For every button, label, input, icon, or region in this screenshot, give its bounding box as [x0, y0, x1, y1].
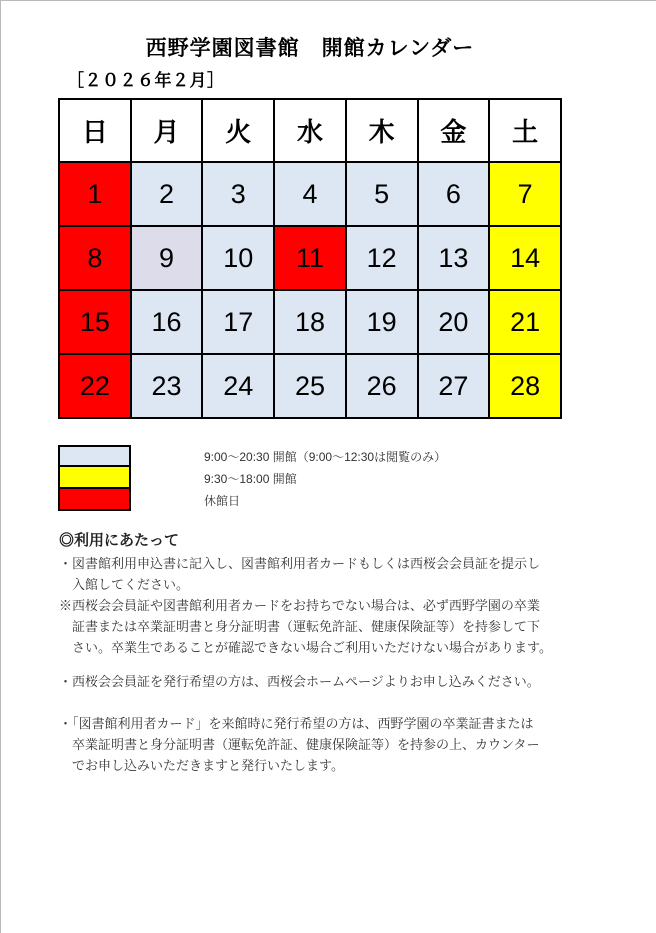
calendar-week-row	[59, 226, 561, 290]
legend-label-open_short: 9:30～18:00 開館	[204, 471, 297, 486]
notes-section	[59, 529, 619, 776]
calendar-day-28: 28	[489, 354, 561, 418]
legend-row-open_short	[58, 467, 446, 489]
note-paragraph-3	[59, 671, 619, 692]
note-paragraph-4	[59, 713, 619, 776]
legend-swatch-closed	[58, 489, 131, 511]
weekday-row	[59, 99, 561, 162]
calendar-day-19: 19	[346, 290, 418, 354]
calendar-day-7: 7	[489, 162, 561, 226]
calendar-week-row	[59, 354, 561, 418]
calendar-week-row	[59, 162, 561, 226]
legend-swatch-open_short	[58, 467, 131, 489]
legend-swatch-open_long	[58, 445, 131, 467]
calendar-day-16: 16	[131, 290, 203, 354]
calendar-period-label: ［２０２６年２月］	[67, 71, 225, 90]
weekday-header-2: 火	[202, 99, 274, 162]
calendar-day-23: 23	[131, 354, 203, 418]
calendar-day-13: 13	[418, 226, 490, 290]
calendar-day-14: 14	[489, 226, 561, 290]
calendar-day-4: 4	[274, 162, 346, 226]
note-line: 卒業証明書と身分証明書（運転免許証、健康保険証等）を持参の上、カウンター	[59, 737, 540, 752]
note-line: ※西桜会会員証や図書館利用者カードをお持ちでない場合は、必ず西野学園の卒業	[59, 598, 540, 613]
calendar-day-9: 9	[131, 226, 203, 290]
calendar-day-17: 17	[202, 290, 274, 354]
calendar-day-3: 3	[202, 162, 274, 226]
page-title: 西野学園図書館 開館カレンダー	[145, 37, 475, 60]
note-paragraph-1	[59, 553, 619, 595]
calendar-day-5: 5	[346, 162, 418, 226]
calendar-body	[59, 162, 561, 418]
calendar-day-11: 11	[274, 226, 346, 290]
note-line: 証書または卒業証明書と身分証明書（運転免許証、健康保険証等）を持参して下	[59, 619, 541, 634]
calendar-day-26: 26	[346, 354, 418, 418]
calendar-day-1: 1	[59, 162, 131, 226]
weekday-header-5: 金	[418, 99, 490, 162]
note-line: 入館してください。	[59, 577, 190, 592]
note-line: ・図書館利用申込書に記入し、図書館利用者カードもしくは西桜会会員証を提示し	[59, 556, 541, 571]
calendar-day-15: 15	[59, 290, 131, 354]
calendar-day-2: 2	[131, 162, 203, 226]
calendar-day-20: 20	[418, 290, 490, 354]
calendar-day-21: 21	[489, 290, 561, 354]
calendar-day-10: 10	[202, 226, 274, 290]
weekday-header-4: 木	[346, 99, 418, 162]
open-calendar-table	[58, 98, 562, 419]
calendar-day-18: 18	[274, 290, 346, 354]
notes-heading: ◎利用にあたって	[59, 532, 180, 549]
notes-paragraphs	[59, 553, 619, 776]
legend-row-open_long	[58, 445, 446, 467]
legend-row-closed	[58, 489, 446, 511]
note-line: でお申し込みいただきますと発行いたします。	[59, 758, 344, 773]
calendar-day-27: 27	[418, 354, 490, 418]
note-paragraph-2	[59, 595, 619, 658]
calendar-day-8: 8	[59, 226, 131, 290]
calendar-day-6: 6	[418, 162, 490, 226]
weekday-header-6: 土	[489, 99, 561, 162]
calendar-day-25: 25	[274, 354, 346, 418]
calendar-week-row	[59, 290, 561, 354]
weekday-header-0: 日	[59, 99, 131, 162]
note-line: ・西桜会会員証を発行希望の方は、西桜会ホームページよりお申し込みください。	[59, 674, 540, 689]
calendar-day-22: 22	[59, 354, 131, 418]
legend-label-open_long: 9:00～20:30 開館（9:00～12:30は閲覧のみ）	[204, 449, 447, 464]
weekday-header-1: 月	[131, 99, 203, 162]
calendar-day-24: 24	[202, 354, 274, 418]
note-line: さい。卒業生であることが確認できない場合ご利用いただけない場合があります。	[59, 640, 552, 655]
legend-label-closed: 休館日	[204, 493, 241, 508]
calendar-day-12: 12	[346, 226, 418, 290]
legend	[58, 445, 446, 511]
note-line: ・「図書館利用者カード」を来館時に発行希望の方は、西野学園の卒業証書または	[59, 716, 534, 731]
weekday-header-3: 水	[274, 99, 346, 162]
